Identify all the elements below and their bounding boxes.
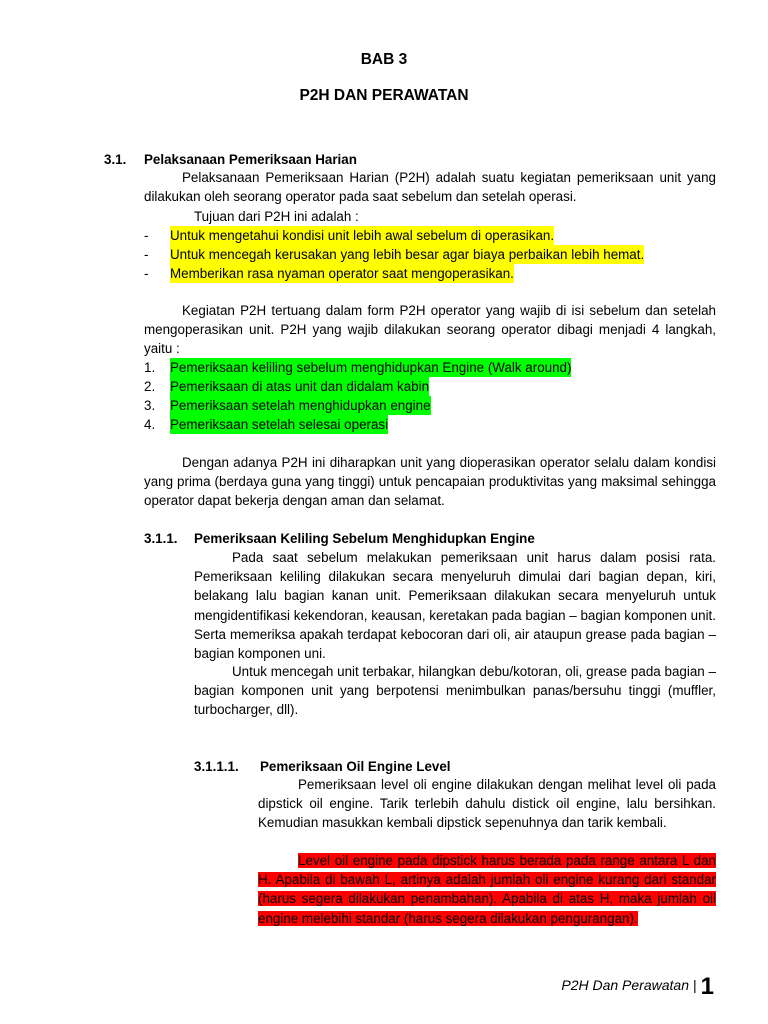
list-marker: 3. — [144, 398, 156, 413]
page-number: 1 — [700, 973, 714, 1000]
list-marker: 1. — [144, 360, 156, 375]
list-marker: - — [144, 247, 149, 262]
page-footer — [561, 973, 714, 1000]
footer-label: P2H Dan Perawatan — [561, 977, 689, 993]
list-text: Pemeriksaan setelah menghidupkan engine — [170, 396, 431, 415]
paragraph: Pelaksanaan Pemeriksaan Harian (P2H) adalah suatu kegiatan pemeriksaan unit yang dilakukan oleh seorang operator pada saat sebelum dan setelah operasi. — [144, 170, 716, 205]
chapter-label: BAB 3 — [360, 51, 408, 68]
paragraph: Dengan adanya P2H ini diharapkan unit yang dioperasikan operator selalu dalam kondisi yang prima (berdaya guna yang tinggi) untuk pencapaian produktivitas yang maksimal sehingga operator dapat bekerja dengan aman dan selamat. — [144, 455, 716, 509]
list-text: Untuk mencegah kerusakan yang lebih besar agar biaya perbaikan lebih hemat. — [170, 245, 644, 264]
list-marker: 4. — [144, 417, 156, 432]
paragraph: Untuk mencegah unit terbakar, hilangkan debu/kotoran, oli, grease pada bagian – bagian komponen unit yang berpotensi menimbulkan panas/bersuhu tinggi (muffler, turbocharger, dll). — [194, 664, 716, 718]
list-text: Memberikan rasa nyaman operator saat mengoperasikan. — [170, 264, 514, 283]
list-marker: - — [144, 266, 149, 281]
section-number: 3.1. — [104, 152, 127, 167]
paragraph: Pemeriksaan level oli engine dilakukan dengan melihat level oli pada dipstick oil engine. Tarik terlebih dahulu distick oil engine, lalu bersihkan. Kemudian masukkan kembali dipstick sepenuhnya dan tarik kembali. — [258, 777, 716, 831]
page-title: P2H DAN PERAWATAN — [299, 87, 469, 104]
paragraph: Kegiatan P2H tertuang dalam form P2H operator yang wajib di isi sebelum dan setelah mengoperasikan unit. P2H yang wajib dilakukan seorang operator dibagi menjadi 4 langkah, yaitu : — [144, 303, 716, 357]
highlighted-text: Level oil engine pada dipstick harus berada pada range antara L dan H. Apabila di bawah L, artinya adalah jumlah oli engine kurang dari standar (harus segera dilakukan penambahan). Apabila di atas H, maka jumlah oil engine melebihi standar (harus segera dilakukan pengurangan). — [258, 853, 716, 926]
list-text: Untuk mengetahui kondisi unit lebih awal sebelum di operasikan. — [170, 226, 554, 245]
list-text: Pemeriksaan keliling sebelum menghidupkan Engine (Walk around) — [170, 358, 571, 377]
section-number: 3.1.1. — [144, 531, 178, 546]
paragraph-highlighted — [258, 851, 716, 928]
section-heading: Pemeriksaan Oil Engine Level — [260, 759, 451, 774]
list-text: Pemeriksaan setelah selesai operasi — [170, 415, 388, 434]
section-heading: Pelaksanaan Pemeriksaan Harian — [144, 152, 357, 167]
footer-separator: | — [693, 977, 697, 993]
section-number: 3.1.1.1. — [194, 759, 239, 774]
section-heading: Pemeriksaan Keliling Sebelum Menghidupkan Engine — [194, 531, 535, 546]
list-text: Pemeriksaan di atas unit dan didalam kabin — [170, 377, 429, 396]
list-marker: 2. — [144, 379, 156, 394]
list-marker: - — [144, 228, 149, 243]
paragraph: Pada saat sebelum melakukan pemeriksaan unit harus dalam posisi rata. Pemeriksaan keliling dilakukan secara menyeluruh dimulai dari bagian depan, kiri, belakang lalu bagian kanan unit. Pemeriksaan dilakukan secara menyeluruh untuk mengidentifikasi kekendoran, keausan, keretakan pada bagian – bagian komponen unit. Serta memeriksa apakah terdapat kebocoran dari oli, air ataupun grease pada bagian – bagian komponen uni. — [194, 550, 716, 662]
goals-intro: Tujuan dari P2H ini adalah : — [194, 209, 359, 224]
